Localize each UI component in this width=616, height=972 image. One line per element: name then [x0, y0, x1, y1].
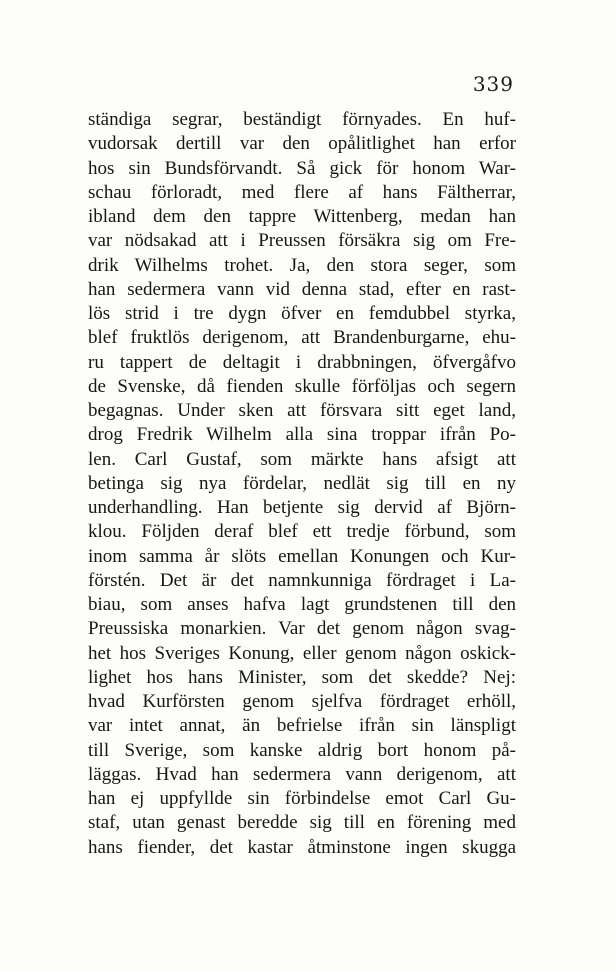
- text-line: underhandling. Han betjente sig dervid af Björn-: [88, 497, 516, 518]
- body-text: [88, 108, 516, 860]
- text-line: lighet hos hans Minister, som det skedde? Nej:: [88, 666, 516, 688]
- text-line: klou. Följden deraf blef ett tredje förbund, som: [88, 521, 516, 543]
- text-line: ibland dem den tappre Wittenberg, medan han: [88, 206, 516, 227]
- text-line: blef fruktlös derigenom, att Brandenburgarne, ehu-: [88, 327, 516, 349]
- text-line: lös strid i tre dygn öfver en femdubbel styrka,: [88, 303, 516, 324]
- text-line: biau, som anses hafva lagt grundstenen till den: [88, 594, 516, 615]
- text-line: var intet annat, än befrielse ifrån sin länspligt: [88, 715, 516, 737]
- text-line: het hos Sveriges Konung, eller genom någon oskick-: [88, 642, 516, 664]
- text-line: schau förloradt, med flere af hans Fältherrar,: [88, 181, 516, 203]
- text-line: hans fiender, det kastar åtminstone ingen skugga: [88, 836, 516, 858]
- text-line: han sedermera vann vid denna stad, efter en rast-: [88, 278, 516, 300]
- text-line: förstén. Det är det namnkunniga fördraget i La-: [88, 569, 516, 591]
- text-line: betinga sig nya fördelar, nedlät sig till en ny: [88, 472, 516, 494]
- text-line: drik Wilhelms trohet. Ja, den stora seger, som: [88, 254, 516, 276]
- page-number: 339: [472, 72, 514, 96]
- text-line: vudorsak dertill var den opålitlighet han erfor: [88, 133, 516, 155]
- text-line: ständiga segrar, beständigt förnyades. En huf-: [88, 109, 516, 130]
- text-line: till Sverige, som kanske aldrig bort honom på-: [88, 739, 516, 761]
- text-line: var nödsakad att i Preussen försäkra sig om Fre-: [88, 230, 516, 252]
- text-line: läggas. Hvad han sedermera vann derigenom, att: [88, 763, 516, 785]
- text-line: Preussiska monarkien. Var det genom någon svag-: [88, 618, 516, 640]
- text-line: staf, utan genast beredde sig till en förening med: [88, 812, 516, 834]
- text-line: inom samma år slöts emellan Konungen och Kur-: [88, 545, 516, 567]
- text-line: hvad Kurförsten genom sjelfva fördraget erhöll,: [88, 691, 516, 712]
- text-line: len. Carl Gustaf, som märkte hans afsigt att: [88, 448, 516, 470]
- text-line: drog Fredrik Wilhelm alla sina troppar ifrån Po-: [88, 424, 516, 446]
- text-line: begagnas. Under sken att försvara sitt eget land,: [88, 400, 516, 421]
- text-line: hos sin Bundsförvandt. Så gick för honom War-: [88, 157, 516, 179]
- text-line: han ej uppfyllde sin förbindelse emot Carl Gu-: [88, 788, 516, 809]
- text-line: de Svenske, då fienden skulle förföljas och segern: [88, 375, 516, 397]
- text-line: ru tappert de deltagit i drabbningen, öfvergåfvo: [88, 351, 516, 373]
